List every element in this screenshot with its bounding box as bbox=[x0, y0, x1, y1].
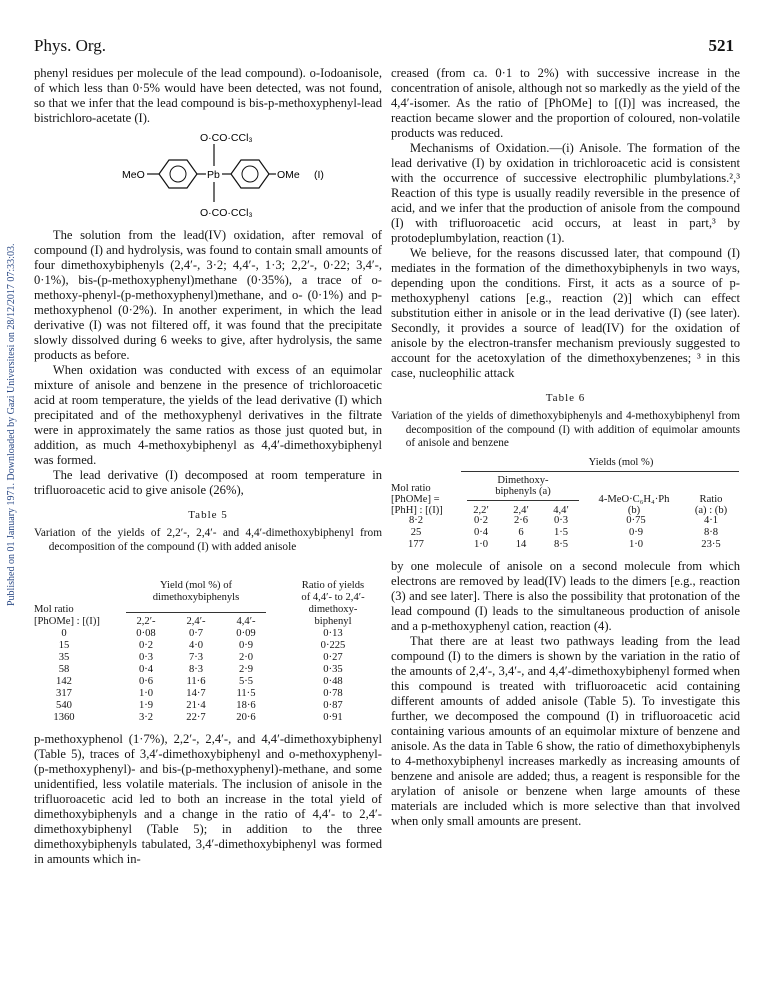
t5-h-col-44: 4,4′- bbox=[236, 616, 256, 627]
struct-left-group: MeO bbox=[122, 169, 145, 181]
table-cell: 0·9 bbox=[628, 526, 644, 538]
table-cell: 22·7 bbox=[186, 712, 206, 723]
download-watermark[interactable]: Published on 01 January 1971. Downloaded by Gazi Universitesi on 28/12/2017 07:33:03. bbox=[6, 243, 17, 607]
page-number: 521 bbox=[708, 36, 734, 55]
t6-h-col-22: 2,2′ bbox=[473, 504, 489, 516]
right-column bbox=[391, 66, 740, 829]
table-5-title: Table 5 bbox=[188, 509, 228, 521]
t5-h-yield-b: dimethoxybiphenyls bbox=[152, 592, 240, 603]
left-column bbox=[34, 66, 382, 867]
running-head bbox=[34, 36, 734, 60]
t5-h-ratio-a: Mol ratio bbox=[34, 604, 74, 615]
table-cell: 0·91 bbox=[323, 712, 343, 723]
table-6-header bbox=[391, 457, 740, 515]
t6-h-mb-a: 4-MeO·C₆H₄·Ph bbox=[598, 493, 670, 505]
t6-h-dm-b: biphenyls (a) bbox=[495, 485, 551, 497]
table-cell: 0·2 bbox=[473, 514, 489, 526]
table-cell: 35 bbox=[58, 652, 70, 663]
table-cell: 0·35 bbox=[323, 664, 343, 675]
table-row bbox=[34, 676, 382, 688]
table-cell: 14 bbox=[515, 538, 527, 550]
table-cell: 317 bbox=[56, 688, 72, 699]
paragraph: p-methoxyphenol (1·7%), 2,2′-, 2,4′-, and 4,4′-dimethoxybiphenyl (Table 5), traces of 3,4′-dimethoxybiphenyl and o-methoxyphenyl-(p-methoxyphenyl)- and bis-(p-methoxyphenyl)-methane, and some unidentified, less volatile materials. The inclusion of anisole in the trifluoroacetic acid led to both an increase in the total yield of dimethoxybiphenyls and a change in the ratio of 4,4′- to 2,4′-dimethoxybiphenyl (Table 5); in addition to the three dimethoxybiphenyls tabulated, 3,4′-dimethoxybiphenyl was formed in amounts which in- bbox=[34, 732, 382, 866]
t6-h-ratio-ab-a: Ratio bbox=[699, 493, 723, 505]
t6-h-dm-a: Dimethoxy- bbox=[497, 474, 549, 486]
table-5-caption: Variation of the yields of 2,2′-, 2,4′- and 4,4′-dimethoxybiphenyl from decomposition of the compound (I) with added anisole bbox=[34, 527, 382, 553]
table-cell: 540 bbox=[56, 700, 72, 711]
paragraph: The solution from the lead(IV) oxidation, after removal of compound (I) and hydrolysis, was found to contain small amounts of four dimethoxybiphenyls (2,4′-, 3·2; 4,4′-, 1·3; 2,2′-, 0·22; 3,4′-, 0·1%), bis-(p-methoxyphenyl)methane (0·35%), a trace of o-methoxy-phenyl-(p-methoxyphenyl)methane, and o- (0·1%) and p-methoxyphenol (0·2%). In another experiment, in which the lead derivative (I) was not filtered off, it was found that the precipitate slowly dissolved during 6 weeks to give, after hydrolysis, the same products as before. bbox=[34, 228, 382, 362]
table-cell: 0·7 bbox=[188, 628, 204, 639]
paragraph: The lead derivative (I) decomposed at room temperature in trifluoroacetic acid to give anisole (26%), bbox=[34, 468, 382, 497]
table-cell: 0·78 bbox=[323, 688, 343, 699]
t5-h-col-24: 2,4′- bbox=[186, 616, 206, 627]
table-cell: 8·5 bbox=[553, 538, 569, 550]
table-cell: 4·0 bbox=[188, 640, 204, 651]
paragraph: by one molecule of anisole on a second molecule from which electrons are removed by lead(IV) leads to the dimers [e.g., reaction (3) and see later]. There is also the possibility that protonation of the lead compound (I) leads to the simultaneous production of anisole and a p-methoxyphenyl cation, reaction (4). bbox=[391, 558, 740, 633]
table-cell: 58 bbox=[58, 664, 70, 675]
table-6-caption: Variation of the yields of dimethoxybiphenyls and 4-methoxybiphenyl from decomposition of the compound (I) with addition of equimolar amounts of anisole and benzene bbox=[391, 410, 740, 449]
table-cell: 0·09 bbox=[236, 628, 256, 639]
table-cell: 0·08 bbox=[136, 628, 156, 639]
table-row bbox=[34, 688, 382, 700]
table-cell: 0·75 bbox=[626, 514, 646, 526]
t5-h-ratio-b: [PhOMe] : [(I)] bbox=[34, 616, 100, 627]
table-cell: 0·2 bbox=[138, 640, 154, 651]
table-cell: 0·3 bbox=[553, 514, 569, 526]
table-cell: 4·1 bbox=[703, 514, 719, 526]
table-cell: 0·87 bbox=[323, 700, 343, 711]
table-cell: 0·6 bbox=[138, 676, 154, 687]
t5-h-ratio-yields-a: Ratio of yields bbox=[301, 580, 365, 591]
paragraph: creased (from ca. 0·1 to 2%) with successive increase in the concentration of anisole, although not so markedly as the yield of the 4,4′-isomer. As the ratio of [PhOMe] to [(I)] was increased, the reaction became slower and the proportion of coloured, non-volatile products was reduced. bbox=[391, 66, 740, 140]
table-cell: 20·6 bbox=[236, 712, 256, 723]
t5-h-yield-a: Yield (mol %) of bbox=[159, 580, 233, 591]
table-row bbox=[34, 652, 382, 664]
table-row bbox=[391, 539, 740, 551]
table-cell: 0·4 bbox=[138, 664, 154, 675]
table-cell: 0·4 bbox=[473, 526, 489, 538]
t6-h-col-44: 4,4′ bbox=[553, 504, 569, 516]
chemical-structure-I bbox=[34, 130, 382, 220]
table-6 bbox=[391, 457, 740, 551]
table-cell: 142 bbox=[56, 676, 72, 687]
struct-bottom-group: O·CO·CCl₃ bbox=[200, 207, 253, 219]
t6-h-col-24: 2,4′ bbox=[513, 504, 529, 516]
table-cell: 0·48 bbox=[323, 676, 343, 687]
table-cell: 18·6 bbox=[236, 700, 256, 711]
table-cell: 21·4 bbox=[186, 700, 206, 711]
table-row bbox=[34, 628, 382, 640]
table-5-body bbox=[34, 628, 382, 724]
table-row bbox=[391, 527, 740, 539]
table-row bbox=[34, 640, 382, 652]
t6-h-mb-b: (b) bbox=[627, 504, 641, 516]
t6-h-ratio-b: [PhOMe] = bbox=[391, 493, 440, 505]
table-cell: 11·5 bbox=[236, 688, 256, 699]
struct-top-group: O·CO·CCl₃ bbox=[200, 132, 253, 144]
structure-drawing bbox=[34, 130, 382, 220]
table-6-body bbox=[391, 515, 740, 551]
table-cell: 1·5 bbox=[553, 526, 569, 538]
table-cell: 2·9 bbox=[238, 664, 254, 675]
table-cell: 0·9 bbox=[238, 640, 254, 651]
t5-h-ratio-yields-d: biphenyl bbox=[314, 616, 352, 627]
paragraph: We believe, for the reasons discussed later, that compound (I) mediates in the formation of the dimethoxybiphenyls in two ways, depending upon the conditions. First, it acts as a source of p-methoxyphenyl cations [e.g., reaction (2)] which can effect substitution either in anisole or in the lead derivative (I) (see later). Secondly, it provides a source of lead(IV) for the oxidation of anisole by the electron-transfer mechanism previously suggested to account for the acetoxylation of the dimethoxybenzenes; ³ in this case, nucleophilic attack bbox=[391, 246, 740, 380]
table-cell: 0·3 bbox=[138, 652, 154, 663]
struct-label: (I) bbox=[314, 169, 324, 181]
table-cell: 8·3 bbox=[188, 664, 204, 675]
t5-h-col-22: 2,2′- bbox=[136, 616, 156, 627]
table-cell: 1·0 bbox=[628, 538, 644, 550]
t6-dm-rule bbox=[467, 500, 579, 501]
table-cell: 14·7 bbox=[186, 688, 206, 699]
table-cell: 15 bbox=[58, 640, 70, 651]
table-cell: 1·0 bbox=[473, 538, 489, 550]
table-cell: 1360 bbox=[53, 712, 75, 723]
table-row bbox=[391, 515, 740, 527]
table-cell: 0·225 bbox=[320, 640, 346, 651]
table-cell: 25 bbox=[410, 526, 422, 538]
t6-h-yields: Yields (mol %) bbox=[588, 456, 654, 468]
table-cell: 8·2 bbox=[408, 514, 424, 526]
table-cell: 2·0 bbox=[238, 652, 254, 663]
table-6-title: Table 6 bbox=[545, 392, 586, 404]
table-row bbox=[34, 700, 382, 712]
table-row bbox=[34, 712, 382, 724]
paragraph: phenyl residues per molecule of the lead compound). o-Iodoanisole, of which less than 0·5% would have been detected, was not found, so that we infer that the lead compound is bis-p-methoxyphenyl-lead bistrichloro-acetate (I). bbox=[34, 66, 382, 125]
table-cell: 0·13 bbox=[323, 628, 343, 639]
t6-yields-rule bbox=[461, 471, 739, 472]
table-cell: 11·6 bbox=[186, 676, 206, 687]
t6-h-ratio-ab-b: (a) : (b) bbox=[694, 504, 728, 516]
table-cell: 177 bbox=[408, 538, 424, 550]
t5-h-ratio-yields-c: dimethoxy- bbox=[308, 604, 358, 615]
t5-h-ratio-yields-b: of 4,4′- to 2,4′- bbox=[301, 592, 365, 603]
table-cell: 6 bbox=[518, 526, 524, 538]
t5-header-rule bbox=[126, 612, 266, 613]
t6-h-ratio-a: Mol ratio bbox=[391, 482, 431, 494]
table-cell: 0·27 bbox=[323, 652, 343, 663]
paragraph: When oxidation was conducted with excess of an equimolar mixture of anisole and benzene in the presence of trichloroacetic acid at room temperature, the yields of the lead derivative (I) which precipitated and of the methoxyphenyl derivatives in the filtrate were in approximately the same ratios as those just quoted but, in addition, as much 4-methoxybiphenyl as 4,4′-dimethoxybiphenyl was formed. bbox=[34, 363, 382, 467]
struct-right-group: OMe bbox=[277, 169, 300, 181]
t6-h-ratio-c: [PhH] : [(I)] bbox=[391, 504, 443, 516]
table-cell: 23·5 bbox=[701, 538, 721, 550]
table-cell: 7·3 bbox=[188, 652, 204, 663]
table-5 bbox=[34, 560, 382, 724]
paragraph: That there are at least two pathways leading from the lead compound (I) to the dimers is shown by the variation in the ratio of the amounts of 2,4′-, 3,4′-, and 4,4′-dimethoxybiphenyl formed when this compound is treated with trifluoroacetic acid containing different amounts of added anisole (Table 5). To investigate this further, we decomposed the compound (I) in trifluoroacetic acid containing various amounts of an equimolar mixture of benzene and anisole. As the data in Table 6 show, the ratio of dimethoxybiphenyls to 4-methoxybiphenyl increases markedly as increasing amounts of benzene and anisole are added; thus, a reagent is responsible for the arylation of anisole or benzene when large amounts of these materials are included which is more selective than that involved when only small amounts are present. bbox=[391, 633, 740, 828]
table-5-header bbox=[34, 560, 382, 628]
table-cell: 2·6 bbox=[513, 514, 529, 526]
table-cell: 8·8 bbox=[703, 526, 719, 538]
table-cell: 0 bbox=[61, 628, 67, 639]
journal-title: Phys. Org. bbox=[34, 36, 106, 55]
table-cell: 5·5 bbox=[238, 676, 254, 687]
table-cell: 3·2 bbox=[138, 712, 154, 723]
struct-center-atom: Pb bbox=[207, 169, 220, 181]
table-cell: 1·0 bbox=[138, 688, 154, 699]
table-row bbox=[34, 664, 382, 676]
paragraph: Mechanisms of Oxidation.—(i) Anisole. The formation of the lead derivative (I) by oxidation in trichloroacetic acid is consistent with the occurrence of successive electrophilic plumbylations.²,³ Reaction of this type is usually readily reversible in the presence of acid, and we infer that the production of anisole from the compound (I) with trifluoroacetic acid occurs, at least in part,³ by protodeplumbylation, reaction (1). bbox=[391, 141, 740, 245]
table-cell: 1·9 bbox=[138, 700, 154, 711]
